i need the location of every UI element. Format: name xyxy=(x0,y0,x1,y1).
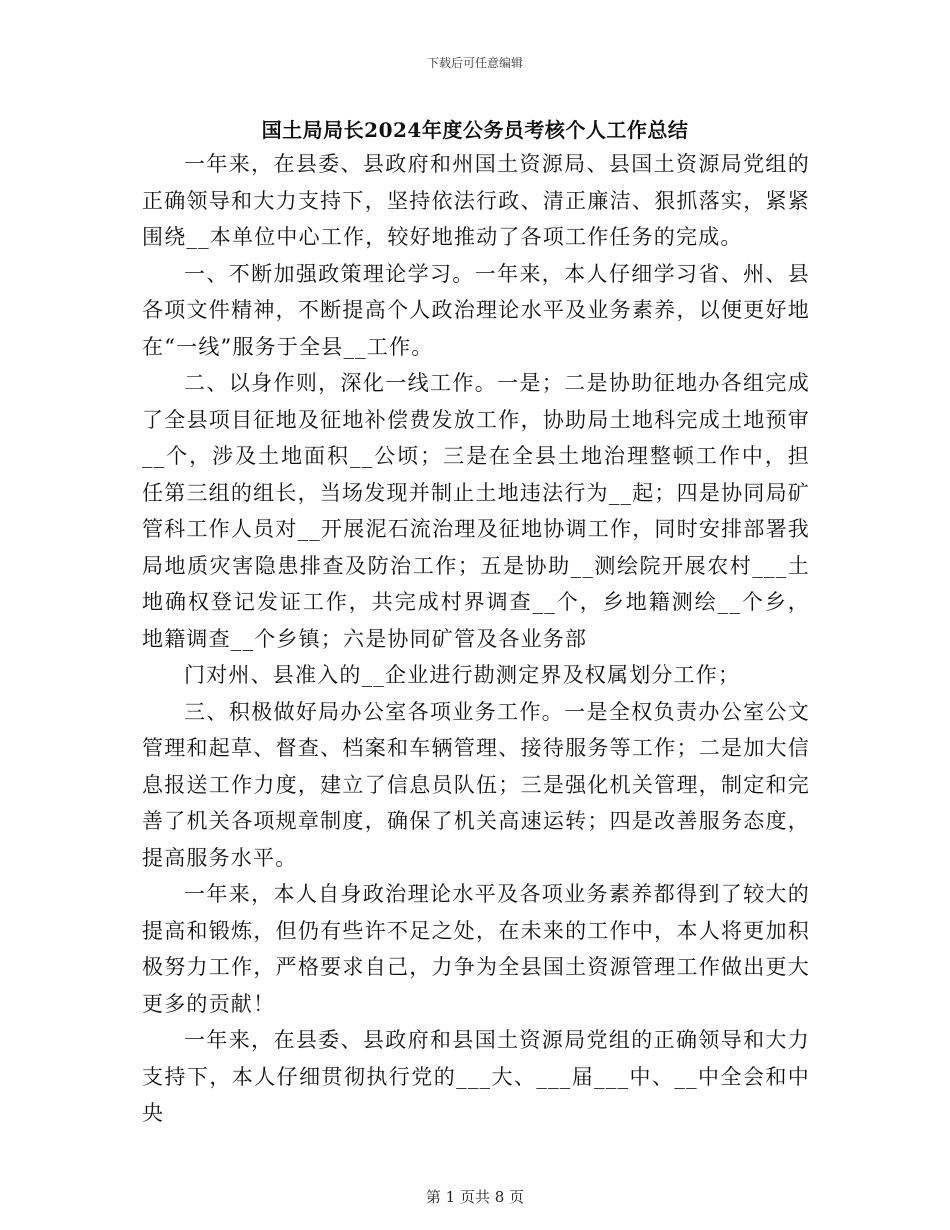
header-note: 下载后可任意编辑 xyxy=(426,56,523,70)
paragraph: 一年来，在县委、县政府和县国土资源局党组的正确领导和大力支持下，本人仔细贯彻执行党的___大、___届___中、__中全会和中央 xyxy=(142,1028,810,1125)
document-body xyxy=(142,146,810,1132)
document-title: 国土局局长2024年度公务员考核个人工作总结 xyxy=(261,118,689,142)
paragraph: 一年来，本人自身政治理论水平及各项业务素养都得到了较大的提高和锻炼，但仍有些许不足之处，在未来的工作中，本人将更加积极努力工作，严格要求自己，力争为全县国土资源管理工作做出更大更多的贡献！ xyxy=(142,882,810,1016)
page-footer: 第 1 页共 8 页 xyxy=(425,1188,525,1206)
paragraph: 门对州、县准入的__企业进行勘测定界及权属划分工作； xyxy=(184,663,741,687)
paragraph: 二、以身作则，深化一线工作。一是；二是协助征地办各组完成了全县项目征地及征地补偿费发放工作，协助局土地科完成土地预审__个，涉及土地面积__公顷；三是在全县土地治理整顿工作中，担任第三组的组长，当场发现并制止土地违法行为__起；四是协同局矿管科工作人员对__开展泥石流治理及征地协调工作，同时安排部署我局地质灾害隐患排查及防治工作；五是协助__测绘院开展农村___土地确权登记发证工作，共完成村界调查__个，乡地籍测绘__个乡，地籍调查__个乡镇；六是协同矿管及各业务部 xyxy=(142,371,810,651)
paragraph: 三、积极做好局办公室各项业务工作。一是全权负责办公室公文管理和起草、督查、档案和车辆管理、接待服务等工作；二是加大信息报送工作力度，建立了信息员队伍；三是强化机关管理，制定和完善了机关各项规章制度，确保了机关高速运转；四是改善服务态度，提高服务水平。 xyxy=(142,699,810,870)
paragraph: 一、不断加强政策理论学习。一年来，本人仔细学习省、州、县各项文件精神，不断提高个人政治理论水平及业务素养，以便更好地在“一线”服务于全县__工作。 xyxy=(142,261,810,359)
paragraph: 一年来，在县委、县政府和州国土资源局、县国土资源局党组的正确领导和大力支持下，坚持依法行政、清正廉洁、狠抓落实，紧紧围绕__本单位中心工作，较好地推动了各项工作任务的完成。 xyxy=(142,152,810,249)
